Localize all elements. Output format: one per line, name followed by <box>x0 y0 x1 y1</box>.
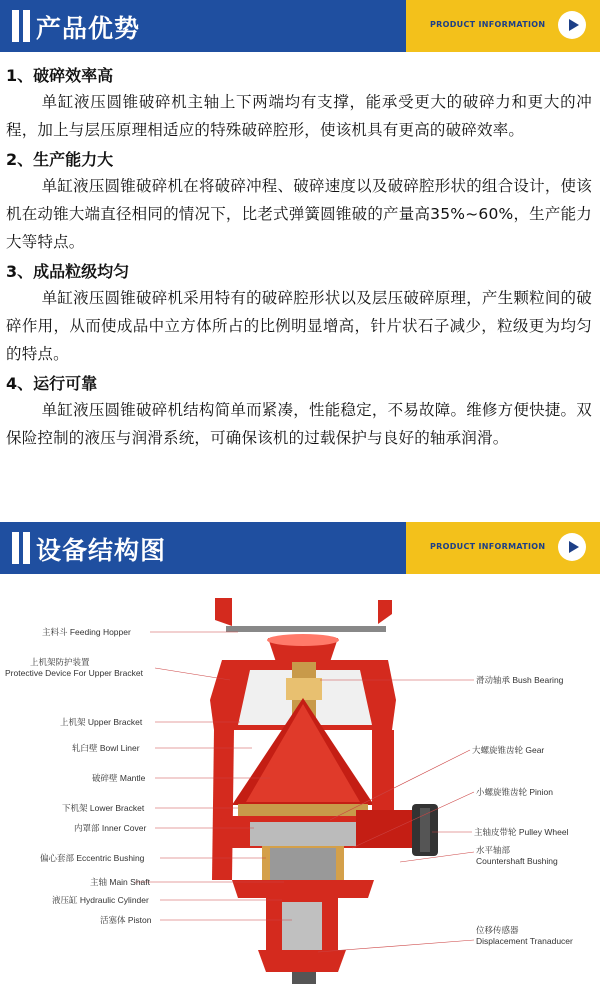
product-information-tab[interactable] <box>406 0 600 52</box>
cone-crusher-structure-diagram <box>0 580 600 994</box>
banner-title: 产品优势 <box>36 14 141 43</box>
section-body: 单缸液压圆锥破碎机采用特有的破碎腔形状以及层压破碎原理，产生颗粒间的破碎作用，从而使成品中立方体所占的比例明显增高，针片状石子减少，粒级更为均匀的特点。 <box>6 289 592 363</box>
section-4 <box>0 372 600 452</box>
label-pulley-wheel: 主轴皮带轮 Pulley Wheel <box>474 827 569 837</box>
label-bush-bearing: 滑动轴承 Bush Bearing <box>476 675 564 685</box>
play-arrow-icon[interactable] <box>558 533 586 561</box>
label-displacement-cn: 位移传感器 <box>476 925 519 935</box>
product-information-label: PRODUCT INFORMATION <box>430 20 546 29</box>
label-upper-bracket: 上机架 Upper Bracket <box>60 717 143 727</box>
label-bowl-liner: 轧臼壁 Bowl Liner <box>72 743 140 753</box>
label-displacement-en: Displacement Tranaducer <box>476 936 573 946</box>
section-3 <box>0 260 600 368</box>
section-banner-structure <box>0 522 600 574</box>
label-pinion: 小螺旋锥齿轮 Pinion <box>476 787 553 797</box>
bars-icon <box>12 10 32 42</box>
label-protective-device-cn: 上机架防护装置 <box>30 657 90 667</box>
section-1 <box>0 64 600 144</box>
label-countershaft-en: Countershaft Bushing <box>476 856 558 866</box>
advantages-content <box>0 60 600 452</box>
label-main-shaft: 主轴 Main Shaft <box>90 877 150 887</box>
section-banner-advantages <box>0 0 600 52</box>
banner-title: 设备结构图 <box>36 536 167 565</box>
section-heading: 1、破碎效率高 <box>6 66 114 85</box>
label-gear: 大螺旋锥齿轮 Gear <box>472 745 545 755</box>
section-heading: 3、成品粒级均匀 <box>6 262 130 281</box>
section-heading: 4、运行可靠 <box>6 374 98 393</box>
play-arrow-icon[interactable] <box>558 11 586 39</box>
product-information-label: PRODUCT INFORMATION <box>430 542 546 551</box>
label-mantle: 破碎壁 Mantle <box>92 773 146 783</box>
label-hydraulic-cylinder: 液压缸 Hydraulic Cylinder <box>52 895 149 905</box>
label-countershaft-cn: 水平轴部 <box>476 845 511 855</box>
label-eccentric-bushing: 偏心套部 Eccentric Bushing <box>40 853 145 863</box>
section-body: 单缸液压圆锥破碎机结构简单而紧凑，性能稳定，不易故障。维修方便快捷。双保险控制的液压与润滑系统，可确保该机的过载保护与良好的轴承润滑。 <box>6 401 592 447</box>
product-information-tab[interactable] <box>406 522 600 574</box>
label-protective-device-en: Protective Device For Upper Bracket <box>5 668 143 678</box>
section-heading: 2、生产能力大 <box>6 150 114 169</box>
label-piston: 活塞体 Piston <box>100 915 152 925</box>
section-2 <box>0 148 600 256</box>
bars-icon <box>12 532 32 564</box>
section-body: 单缸液压圆锥破碎机主轴上下两端均有支撑，能承受更大的破碎力和更大的冲程，加上与层压原理相适应的特殊破碎腔形，使该机具有更高的破碎效率。 <box>6 93 592 139</box>
section-body: 单缸液压圆锥破碎机在将破碎冲程、破碎速度以及破碎腔形状的组合设计，使该机在动锥大端直径相同的情况下，比老式弹簧圆锥破的产量高35%~60%，生产能力大等特点。 <box>6 177 592 251</box>
label-inner-cover: 内罩部 Inner Cover <box>74 823 147 833</box>
label-lower-bracket: 下机架 Lower Bracket <box>62 803 145 813</box>
label-feeding-hopper: 主料斗 Feeding Hopper <box>42 627 131 637</box>
